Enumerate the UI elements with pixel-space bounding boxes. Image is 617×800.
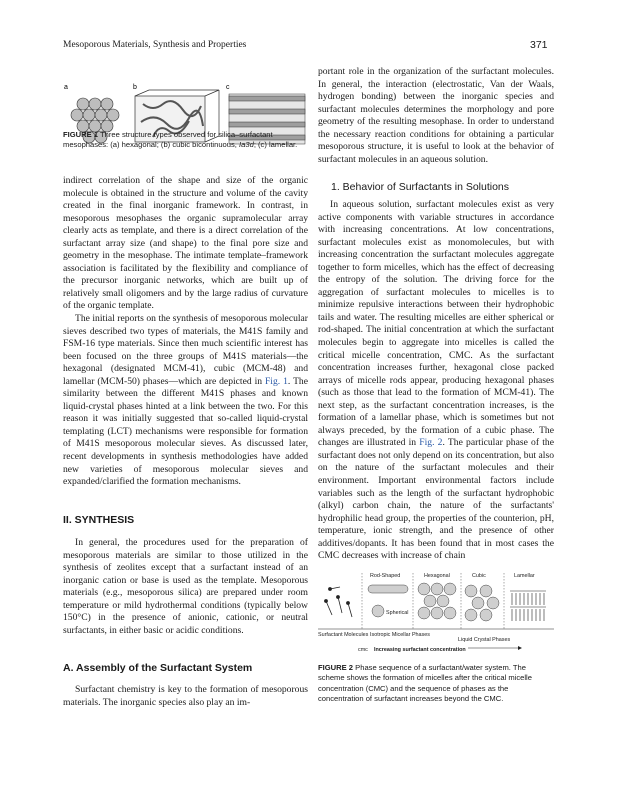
hexagonal-phase-drawing [418,583,456,619]
surfactant-molecules-drawing [325,587,353,617]
label-rod-shaped: Rod-Shaped [370,573,401,579]
right-paragraph-2-text-b: . The particular phase of the surfactant does not only depend on its concentration, but also on the nature of the surfactant molecules and their environment. Important environmental factors include variables such as the length of the surfactant hydrophobic (alkyl) carbon chain, the nature of the surfactants' hydrophilic head group, the properties of the counterion, pH, temperature, ionic strength, and the presence of other additives/dopants. It has been found that in most cases the CMC decreases with increase of chain [318,437,554,562]
cubic-phase-drawing [465,585,499,621]
left-paragraph-3 [63,537,308,637]
left-paragraph-2-text-b: . The similarity between the different M41S phases and known liquid-crystal phases hinted at a link between the two. For this reason it was initially suggested that so-called liquid-crystal templating (LCT) mechanisms were responsible for formation of M41S mesoporous molecular sieves. As discussed later, recent developments in synthesis methodologies have added new varieties of mesoporous molecular sieves and expanded/clarified the formation mechanisms. [63,375,308,488]
fig2-reference-link[interactable]: Fig. 2 [419,437,443,449]
left-paragraph-2-text-a: The initial reports on the synthesis of mesoporous molecular sieves described two types of materials, the M41S family and FSM-16 type materials. Since then much scientific interest has been focused on the three groups of M41S materials—the hexagonal (designated MCM-41), cubic (MCM-48) and lamellar (MCM-50) phases—which are depicted in [63,313,308,387]
label-spherical: Spherical [386,610,409,616]
section-heading-surfactants: 1. Behavior of Surfactants in Solutions [331,181,510,193]
figure-1-caption-text-a: Three structure types observed for silica–surfactant mesophases: (a) hexagonal; (b) cubic bicontinuous, [63,130,273,150]
left-column [63,175,308,489]
label-surfactant-molecules: Surfactant Molecules [318,632,369,638]
running-title: Mesoporous Materials, Synthesis and Properties [63,40,247,50]
left-paragraph-4 [63,684,308,709]
figure-2-caption [318,663,554,705]
lamellar-phase-drawing [510,591,546,621]
right-paragraph-2-text [318,199,554,563]
figure-1-caption-italic: Ia3d [239,140,254,150]
right-paragraph-1 [318,66,554,166]
figure-2-label: FIGURE 2 [318,663,354,672]
figure-2-phase-diagram [318,571,554,653]
figure-1-label: FIGURE 1 [63,130,99,139]
right-paragraph-2 [318,199,554,563]
figure-1-caption [63,130,308,151]
panel-a-label: a [64,84,68,91]
left-paragraph-1: indirect correlation of the shape and size of the organic molecule is obtained in the structure and volume of the cavity created in the final inorganic framework. In contrast, in mesoporous mesophases the organic supramolecular array clearly acts as template, and there is a direct correlation of the surfactant array size (and shape) to the final pore size and geometry in the mesophase. The intimate template–framework association is facilitated by the flexibility and compliance of the precursor inorganic networks, which are built up of relatively small oligomers and by the large radius of curvature of the organic template. [63,175,308,312]
section-heading-synthesis: II. SYNTHESIS [63,514,135,526]
left-paragraph-2 [63,313,308,489]
panel-b-label: b [133,84,137,91]
page-number: 371 [530,39,548,51]
left-paragraph-4-text: Surfactant chemistry is key to the formation of mesoporous materials. The inorganic species also play an im- [63,684,308,708]
left-paragraph-3-text: In general, the procedures used for the preparation of mesoporous materials are similar to those utilized in the synthesis of zeolites except that a surfactant instead of an inorganic cation or base is used as the template. Mesoporous materials (e.g., mesoporous silica) are prepared under room temperature or mild hydrothermal conditions (typically below 150°C) in the presence of anionic, cationic, or neutral surfactants, in either basic or acidic conditions. [63,537,308,636]
section-heading-assembly: A. Assembly of the Surfactant System [63,662,253,674]
label-isotropic: Isotropic Micellar Phases [370,632,430,638]
figure-2-caption-text: Phase sequence of a surfactant/water system. The scheme shows the formation of micelles after the critical micelle concentration (CMC) and the sequence of phases as the concentration of surfactant increases beyond the CMC. [318,663,532,704]
label-cubic: Cubic [472,573,486,579]
fig1-reference-link[interactable]: Fig. 1 [264,375,288,387]
panel-c-label: c [226,84,230,91]
label-liquid-crystal: Liquid Crystal Phases [458,637,511,643]
label-increasing-concentration: Increasing surfactant concentration [374,647,466,653]
label-cmc: cmc [358,647,368,653]
right-paragraph-2-text-a: In aqueous solution, surfactant molecules exist as very active components with variable structures in accordance with increasing concentrations. At low concentrations, surfactant molecules exist as monomolecules, but with increasing concentration the surfactant molecules aggregate together to form micelles, which has the effect of decreasing the entropy of the solution. The driving force for the aggregation of surfactant molecules to micelles is to minimize repulsive interactions between their hydrophobic tails and water. The resulting micelles are either spherical or rod-shaped. The initial concentration at which the surfactant molecules begin to aggregate into micelles is called the critical micelle concentration, CMC. As the surfactant concentration increases further, hexagonal close packed arrays of micelle rods appear, producing hexagonal phases (such as those that lead to the formation of MCM-41). The next step, as the surfactant concentration increases, is the formation of a lamellar phase, which is sometimes but not always preceded, by the formation of a cubic phase. The changes are illustrated in [318,199,554,449]
right-paragraph-1-text: portant role in the organization of the surfactant molecules. In general, the interaction (electrostatic, Van der Waals, hydrogen bonding) between the inorganic species and surfactant molecules determines the morphology and pore geometry of the resulting mesophase. In order to understand the necessary reaction conditions for obtaining a particular mesoporous structure, it is useful to look at the behavior of surfactant molecules in an aqueous solution. [318,66,554,165]
figure-1-caption-text-b: ; (c) lamellar. [253,140,298,150]
label-lamellar: Lamellar [514,573,535,579]
label-hexagonal: Hexagonal [424,573,450,579]
